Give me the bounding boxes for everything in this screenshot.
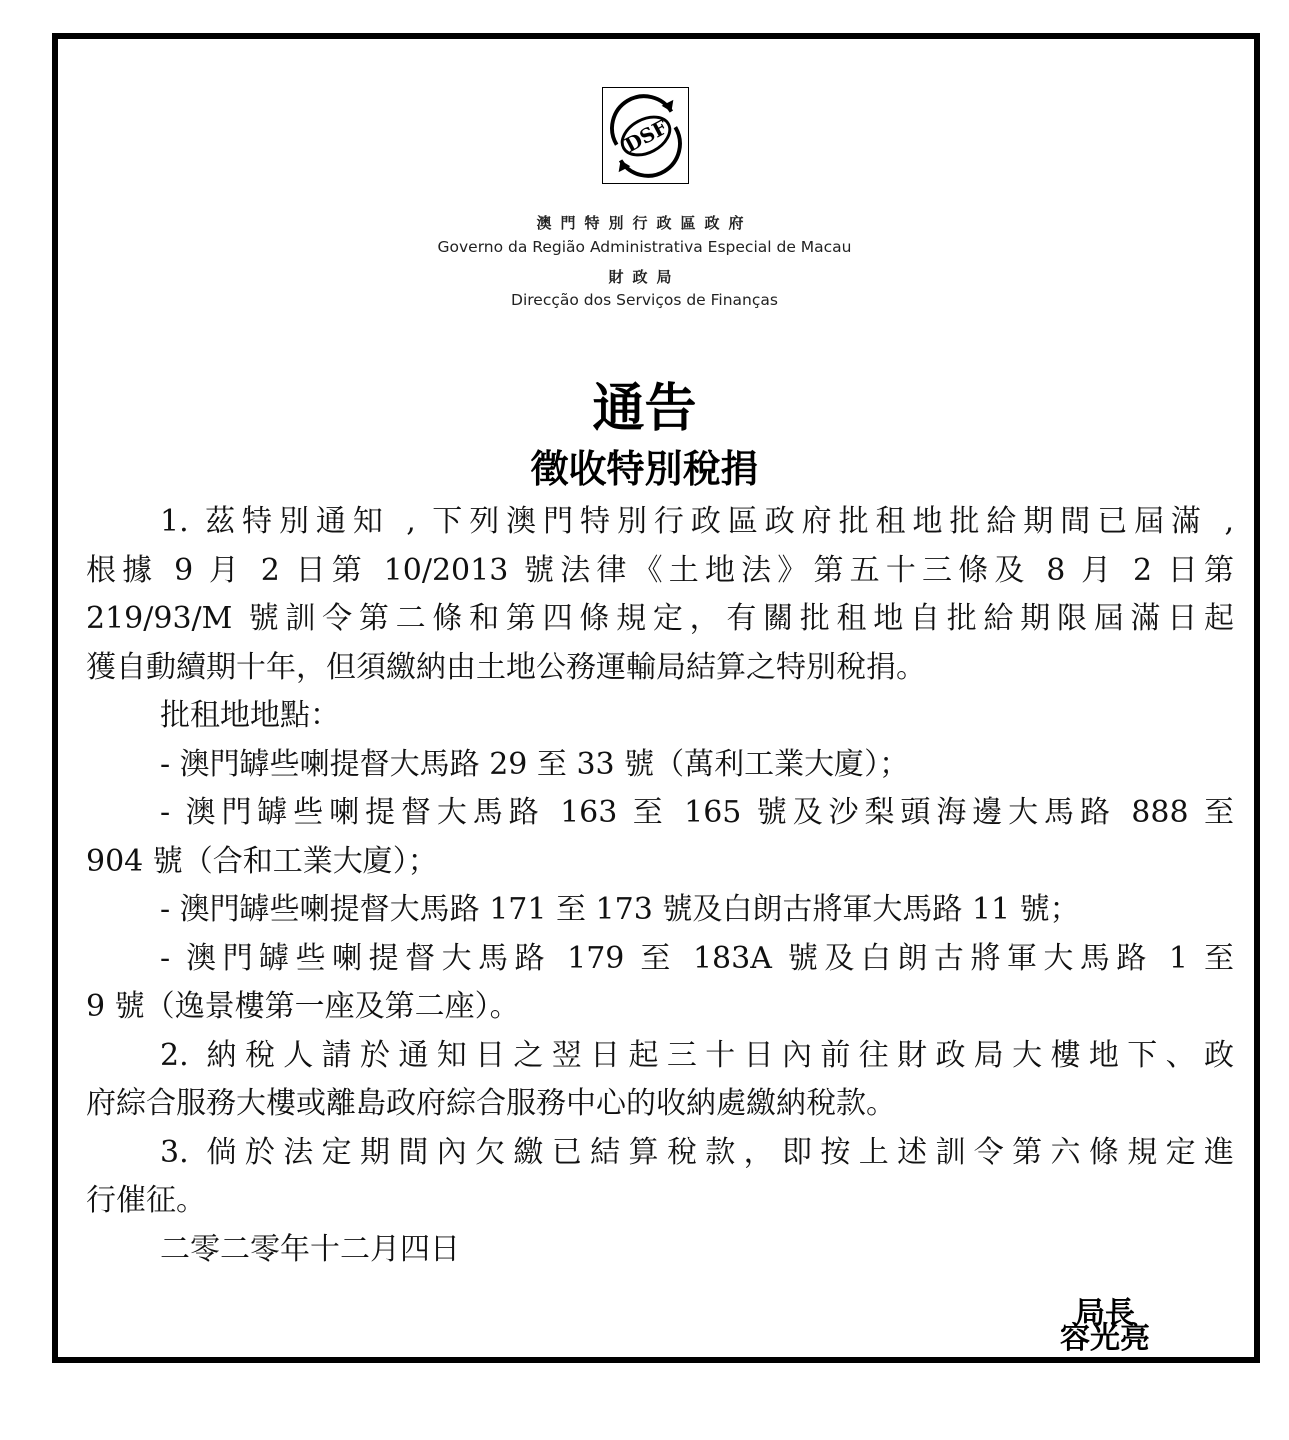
notice-date: 二零二零年十二月四日 [160,1231,460,1267]
paragraph3-line: 行催征。 [86,1183,206,1218]
location-item-continued: 9 號（逸景樓第一座及第二座）。 [86,989,520,1024]
notice-title: 通告 [592,379,697,439]
paragraph1-line: 獲自動續期十年，但須繳納由土地公務運輸局結算之特別稅捐。 [86,649,926,685]
dept-name-zh: 財政局 [608,268,681,286]
location-item-continued: 904 號（合和工業大廈）； [86,843,438,879]
logo-text: DSF [620,115,672,157]
location-item: - 澳門罅些喇提督大馬路 171 至 173 號及白朗古將軍大馬路 11 號； [160,892,1080,927]
gov-name-pt: Governo da Região Administrativa Especial de Macau [437,238,852,256]
paragraph1-line: 219/93/M 號訓令第二條和第四條規定，有關批租地自批給期限屆滿日起 [86,601,1234,636]
paragraph1-line: 根據 9 月 2 日第 10/2013 號法律《土地法》第五十三條及 8 月 2 日第 [86,552,1234,588]
dsf-logo-icon [603,88,688,183]
signature-position: 局長 [1075,1296,1135,1331]
paragraph1-line: 1. 茲特別通知 , 下列澳門特別行政區政府批租地批給期間已屆滿 , [160,504,1234,539]
locations-heading: 批租地地點： [160,698,340,733]
dsf-logo [602,87,689,184]
paragraph2-line: 2. 納稅人請於通知日之翌日起三十日內前往財政局大樓地下、政 [160,1037,1234,1073]
dept-name-pt: Direcção dos Serviços de Finanças [511,291,778,309]
gov-name-zh: 澳門特別行政區政府 [536,214,753,232]
location-item: - 澳門罅些喇提督大馬路 163 至 165 號及沙梨頭海邊大馬路 888 至 [160,795,1234,830]
location-item: - 澳門罅些喇提督大馬路 29 至 33 號（萬利工業大廈）； [160,746,910,782]
paragraph3-line: 3. 倘於法定期間內欠繳已結算稅款，即按上述訓令第六條規定進 [160,1134,1234,1170]
notice-subtitle: 徵收特別稅捐 [530,447,759,491]
notice-body [86,498,1234,1274]
signature-name: 容光亮 [1060,1321,1150,1356]
paragraph2-line: 府綜合服務大樓或離島政府綜合服務中心的收納處繳納稅款。 [86,1086,896,1121]
location-item: - 澳門罅些喇提督大馬路 179 至 183A 號及白朗古將軍大馬路 1 至 [160,940,1234,976]
